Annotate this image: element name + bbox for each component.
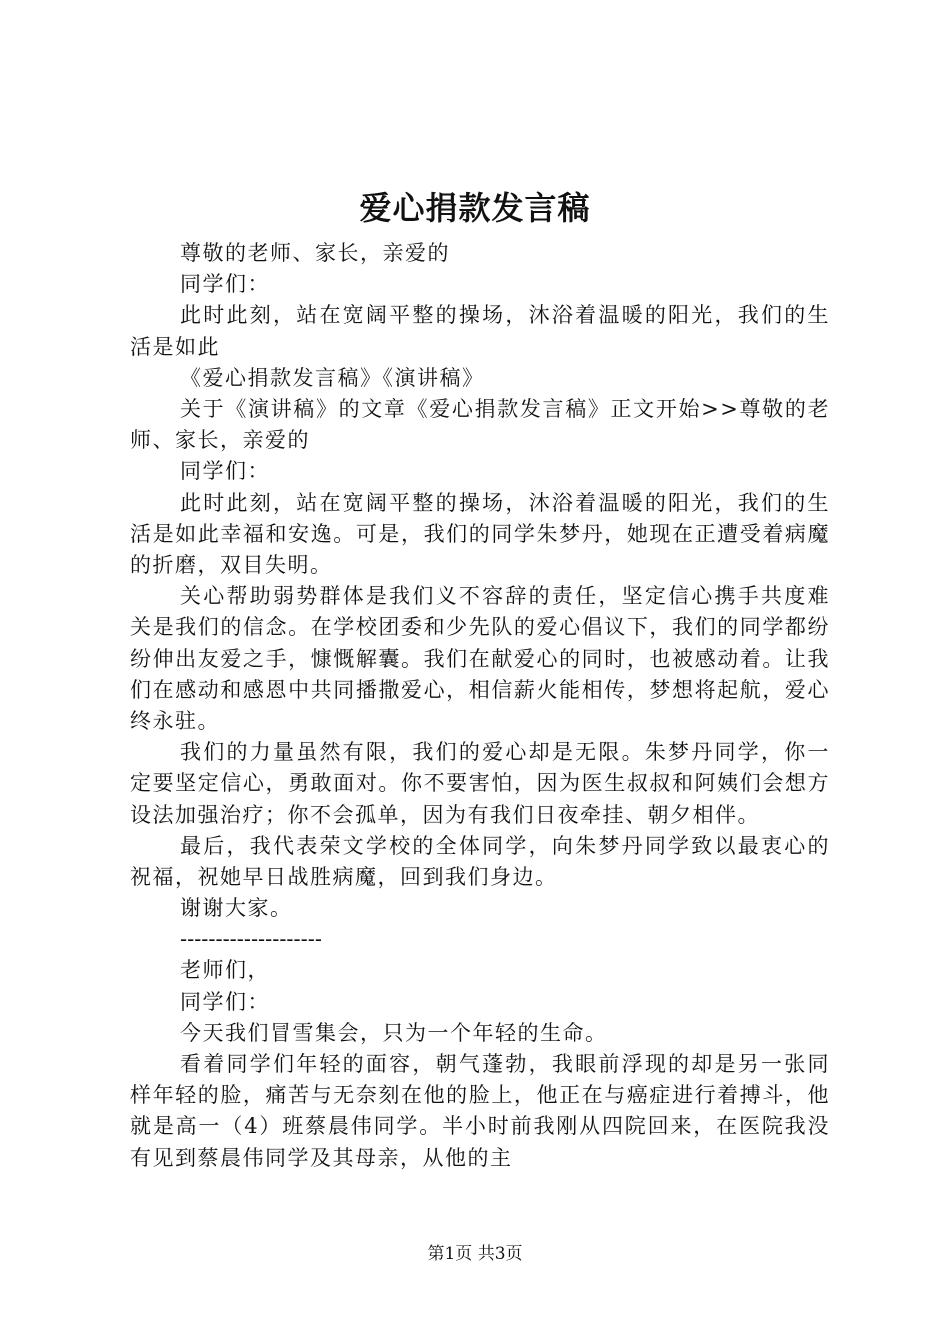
section-separator: -------------------- [180,927,322,952]
paragraph: 同学们： [180,272,270,297]
paragraph: 谢谢大家。 [180,896,293,921]
paragraph: 同学们： [180,989,270,1014]
paragraph: 尊敬的老师、家长，亲爱的 [180,241,450,265]
paragraph: 最后，我代表荣文学校的全体同学，向朱梦丹同学致以最衷心的祝福，祝她早日战胜病魔，回到我们身边。 [130,833,830,890]
paragraph: 此时此刻，站在宽阔平整的操场，沐浴着温暖的阳光，我们的生活是如此 [130,303,830,359]
paragraph: 关心帮助弱势群体是我们义不容辞的责任，坚定信心携手共度难关是我们的信念。在学校团委和少先队的爱心倡议下，我们的同学都纷纷伸出友爱之手，慷慨解囊。我们在献爱心的同时，也被感动着。让我们在感动和感恩中共同播撒爱心，相信薪火能相传，梦想将起航，爱心终永驻。 [130,584,830,734]
document-body [130,238,830,1174]
paragraph: 看着同学们年轻的面容，朝气蓬勃，我眼前浮现的却是另一张同样年轻的脸，痛苦与无奈刻在他的脸上，他正在与癌症进行着搏斗，他就是高一（4）班蔡晨伟同学。半小时前我刚从四院回来，在医院我没有见到蔡晨伟同学及其母亲，从他的主 [130,1052,830,1170]
document-title: 爱心捐款发言稿 [359,189,591,227]
paragraph: 老师们， [180,958,270,983]
paragraph: 关于《演讲稿》的文章《爱心捐款发言稿》正文开始>>尊敬的老师、家长，亲爱的 [130,397,830,453]
paragraph: 我们的力量虽然有限，我们的爱心却是无限。朱梦丹同学，你一定要坚定信心，勇敢面对。你不要害怕，因为医生叔叔和阿姨们会想方设法加强治疗；你不会孤单，因为有我们日夜牵挂、朝夕相伴。 [130,740,830,827]
paragraph: 《爱心捐款发言稿》《演讲稿》 [180,365,485,390]
paragraph: 同学们： [180,459,270,484]
paragraph: 今天我们冒雪集会，只为一个年轻的生命。 [180,1020,608,1045]
paragraph: 此时此刻，站在宽阔平整的操场，沐浴着温暖的阳光，我们的生活是如此幸福和安逸。可是，我们的同学朱梦丹，她现在正遭受着病魔的折磨，双目失明。 [130,490,830,578]
page-footer: 第1页 共3页 [427,1244,523,1264]
